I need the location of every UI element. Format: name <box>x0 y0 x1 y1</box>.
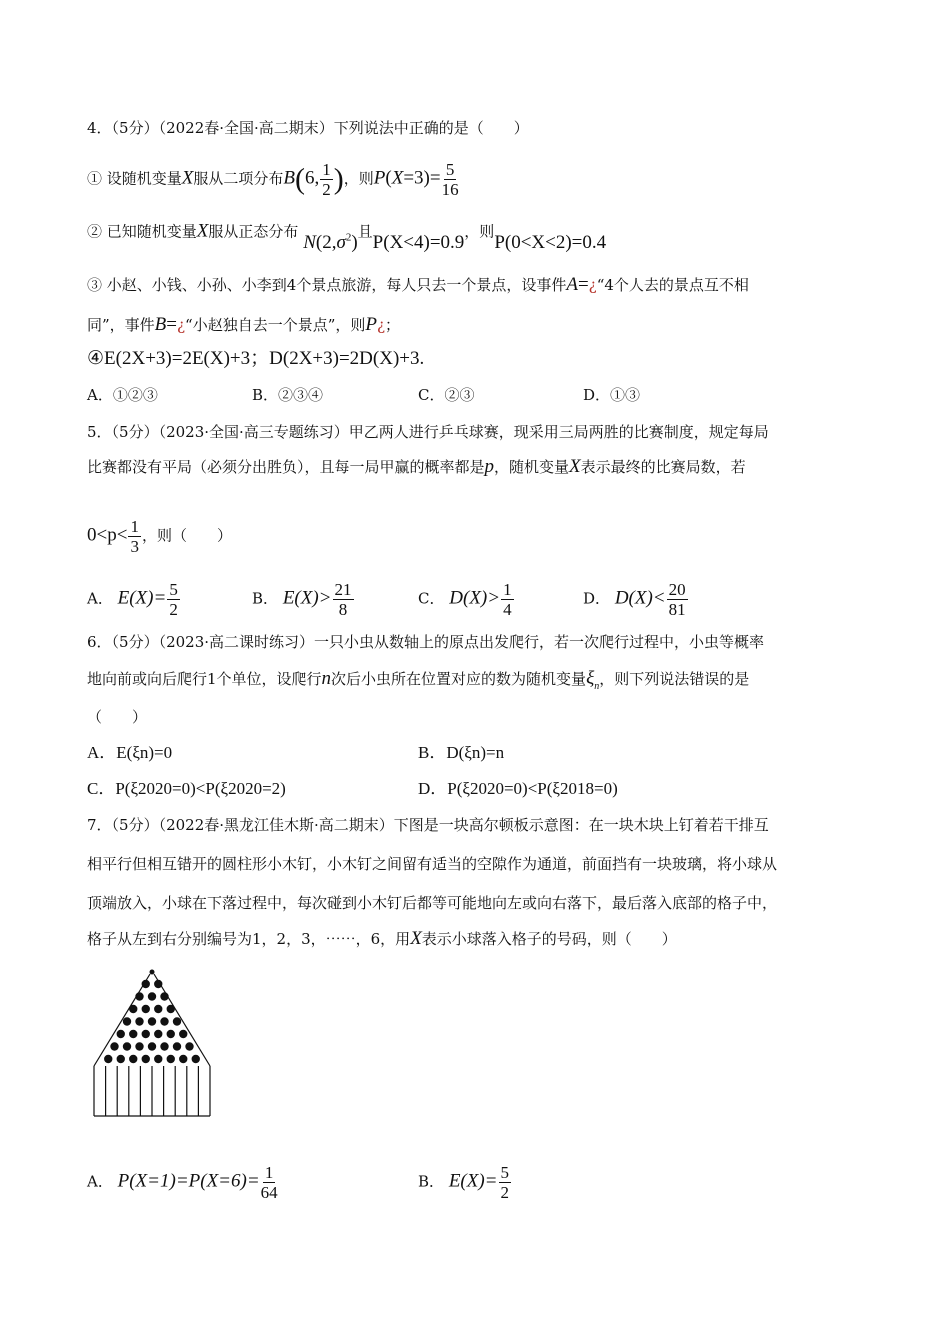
q7-line-4: 格子从左到右分别编号为1，2，3，⋯⋯，6，用X表示小球落入格子的号码，则（ ） <box>87 928 677 949</box>
galton-peg <box>123 1042 131 1050</box>
q7-line-1: 7．（5分）（2022春·黑龙江佳木斯·高二期末）下图是一块高尔顿板示意图：在一块木块上钉着若干排互 <box>87 816 769 834</box>
galton-peg <box>135 1042 143 1050</box>
q7-line-2: 相平行但相互错开的圆柱形小木钉，小木钉之间留有适当的空隙作为通道，前面挡有一块玻璃，将小球从 <box>87 855 778 873</box>
galton-ball <box>150 970 155 975</box>
galton-peg <box>173 1017 181 1025</box>
q4-statement-2: ② 已知随机变量X服从正态分布 $N(2,\sigma^2)$且P(X<4)=0.9，则P(0<X<2)=0.4 <box>87 220 607 254</box>
q5-option-a: A． E(X)= $\frac{5}{2}$ <box>87 580 178 619</box>
galton-peg <box>142 1055 150 1063</box>
q5-option-d: D． D(X)< $\frac{20}{81}$ <box>583 580 686 619</box>
galton-slots <box>106 1066 199 1116</box>
q5-line-2: 比赛都没有平局（必须分出胜负），且每一局甲赢的概率都是p，随机变量X表示最终的比赛局数，若 <box>87 456 746 477</box>
galton-peg <box>148 992 156 1000</box>
galton-peg <box>142 1005 150 1013</box>
galton-peg <box>173 1042 181 1050</box>
galton-peg <box>185 1042 193 1050</box>
q7-option-a: A． P(X=1)=P(X=6)= $\frac{1}{64}$ <box>87 1163 278 1202</box>
galton-peg <box>154 1055 162 1063</box>
galton-peg <box>129 1055 137 1063</box>
q4-stem: 4．（5分）（2022春·全国·高二期末）下列说法中正确的是（ ） <box>87 119 529 137</box>
q4-option-c: C．②③ <box>418 386 475 404</box>
galton-peg <box>160 1017 168 1025</box>
galton-peg <box>154 1005 162 1013</box>
galton-peg <box>160 1042 168 1050</box>
galton-peg <box>154 1030 162 1038</box>
q6-option-d: D．P(ξ2020=0)<P(ξ2018=0) <box>418 779 618 798</box>
q4-option-d: D．①③ <box>583 386 641 404</box>
galton-peg <box>129 1030 137 1038</box>
galton-peg <box>117 1030 125 1038</box>
q5-condition: 0<p< $\frac{1}{3}$ ，则（ ） <box>87 517 232 556</box>
galton-pegs <box>104 970 200 1064</box>
galton-peg <box>142 1030 150 1038</box>
galton-peg <box>167 1055 175 1063</box>
q6-line-2: 地向前或向后爬行1个单位，设爬行n次后小虫所在位置对应的数为随机变量$\xi_n$，则下列说法错误的是 <box>87 668 750 692</box>
galton-peg <box>148 1042 156 1050</box>
galton-peg <box>104 1055 112 1063</box>
q5-line-1: 5．（5分）（2023·全国·高三专题练习）甲乙两人进行乒乓球赛，现采用三局两胜的比赛制度，规定每局 <box>87 423 769 441</box>
galton-peg <box>117 1055 125 1063</box>
galton-peg <box>123 1017 131 1025</box>
galton-peg <box>179 1055 187 1063</box>
q4-statement-3b: 同”，事件B=¿“小赵独自去一个景点”，则P¿； <box>87 314 401 335</box>
galton-peg <box>148 1017 156 1025</box>
q5-option-b: B． E(X)> $\frac{21}{8}$ <box>252 580 352 619</box>
q7-option-b: B． E(X)= $\frac{5}{2}$ <box>418 1163 509 1202</box>
galton-peg <box>167 1030 175 1038</box>
q4-option-a: A．①②③ <box>87 386 158 404</box>
q6-line-3: （ ） <box>87 708 148 726</box>
q6-line-1: 6．（5分）（2023·高二课时练习）一只小虫从数轴上的原点出发爬行，若一次爬行过程中，小虫等概率 <box>87 633 765 651</box>
galton-peg <box>110 1042 118 1050</box>
q5-option-c: C． D(X)> $\frac{1}{4}$ <box>418 580 512 619</box>
galton-peg <box>135 1017 143 1025</box>
q6-option-b: B．D(ξn)=n <box>418 743 505 762</box>
galton-peg <box>179 1030 187 1038</box>
galton-peg <box>192 1055 200 1063</box>
galton-board-figure <box>92 968 214 1120</box>
q6-option-c: C．P(ξ2020=0)<P(ξ2020=2) <box>87 779 286 798</box>
q4-statement-1: ① 设随机变量X服从二项分布B(6, $\frac{1}{2}$ )，则P(X=3)= $\frac{5}{16}$ <box>87 160 459 199</box>
q6-option-a: A．E(ξn)=0 <box>87 743 173 762</box>
q4-statement-4: ④E(2X+3)=2E(X)+3；D(2X+3)=2D(X)+3. <box>87 348 425 369</box>
q4-option-b: B．②③④ <box>252 386 324 404</box>
q4-statement-3a: ③ 小赵、小钱、小孙、小李到4个景点旅游，每人只去一个景点，设事件A=¿“4个人去的景点互不相 <box>87 274 749 295</box>
q7-line-3: 顶端放入，小球在下落过程中，每次碰到小木钉后都等可能地向左或向右落下，最后落入底部的格子中， <box>87 894 778 912</box>
